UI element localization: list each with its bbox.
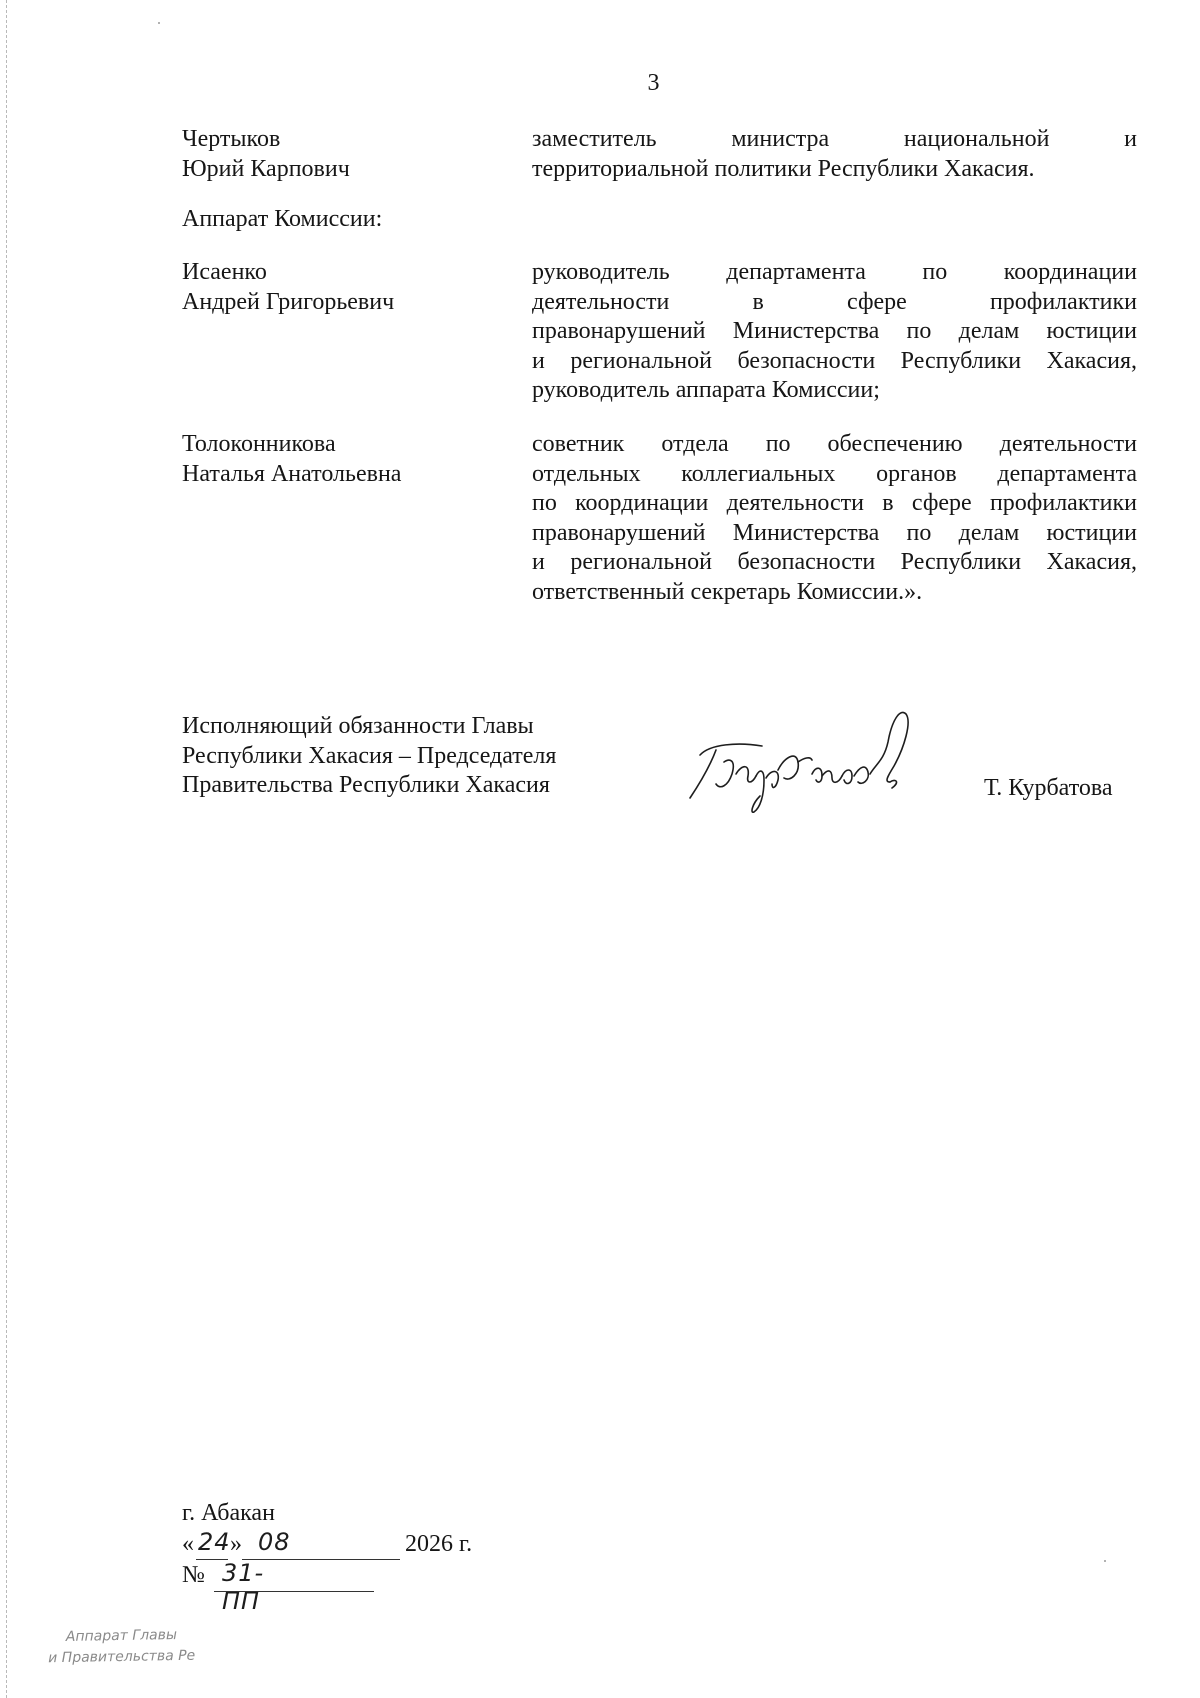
position-line: советник отдела по обеспечению деятельности bbox=[532, 431, 1137, 457]
staff-surname: Исаенко bbox=[182, 259, 267, 285]
date-year: 2026 г. bbox=[405, 1531, 473, 1557]
signatory-position-line: Республики Хакасия – Председателя bbox=[182, 742, 557, 769]
date-quote-close: » bbox=[230, 1531, 242, 1557]
footer-city: г. Абакан bbox=[182, 1500, 275, 1526]
position-line: территориальной политики Республики Хакасия. bbox=[532, 155, 1035, 182]
position-line: и региональной безопасности Республики Хакасия, bbox=[532, 549, 1137, 575]
staff-position bbox=[532, 430, 1137, 607]
scan-edge bbox=[6, 0, 7, 1698]
position-line: заместитель министра национальной и bbox=[532, 126, 1137, 152]
date-month-underline bbox=[242, 1559, 400, 1560]
position-line: деятельности в сфере профилактики bbox=[532, 288, 1137, 315]
faint-stamp bbox=[48, 1625, 196, 1670]
position-line: отдельных коллегиальных органов департамента bbox=[532, 460, 1137, 487]
stamp-line: Аппарат Главы bbox=[65, 1627, 178, 1645]
member-surname: Чертыков bbox=[182, 126, 281, 152]
number-label: № bbox=[182, 1562, 205, 1588]
position-line: правонарушений Министерства по делам юстиции bbox=[532, 519, 1137, 546]
scan-speck bbox=[158, 22, 160, 24]
date-quote-open: « bbox=[182, 1531, 194, 1557]
member-name: Юрий Карпович bbox=[182, 156, 350, 182]
position-line: руководитель департамента по координации bbox=[532, 259, 1137, 285]
number-value-handwritten: 31-ПП bbox=[222, 1559, 265, 1615]
member-position bbox=[532, 125, 1137, 184]
position-line: и региональной безопасности Республики Хакасия, bbox=[532, 347, 1137, 374]
position-line: руководитель аппарата Комиссии; bbox=[532, 377, 880, 403]
position-line: ответственный секретарь Комиссии.». bbox=[532, 578, 923, 605]
signatory-name: Т. Курбатова bbox=[984, 775, 1113, 801]
stamp-line: и Правительства Ре bbox=[48, 1647, 196, 1667]
section-title: Аппарат Комиссии: bbox=[182, 206, 383, 232]
staff-position bbox=[532, 258, 1137, 406]
signatory-position-line: Правительства Республики Хакасия bbox=[182, 772, 550, 798]
signatory-position bbox=[182, 712, 556, 801]
scan-speck bbox=[1104, 1560, 1106, 1562]
staff-name: Андрей Григорьевич bbox=[182, 289, 395, 315]
handwritten-signature bbox=[680, 700, 940, 830]
signatory-position-line: Исполняющий обязанности Главы bbox=[182, 713, 534, 739]
position-line: правонарушений Министерства по делам юстиции bbox=[532, 318, 1137, 344]
staff-name: Наталья Анатольевна bbox=[182, 461, 402, 487]
date-day-handwritten: 24 bbox=[198, 1528, 231, 1556]
page-number: 3 bbox=[647, 70, 660, 96]
number-underline bbox=[214, 1591, 374, 1592]
staff-surname: Толоконникова bbox=[182, 431, 336, 457]
position-line: по координации деятельности в сфере профилактики bbox=[532, 490, 1137, 516]
date-month-handwritten: 08 bbox=[258, 1528, 291, 1556]
